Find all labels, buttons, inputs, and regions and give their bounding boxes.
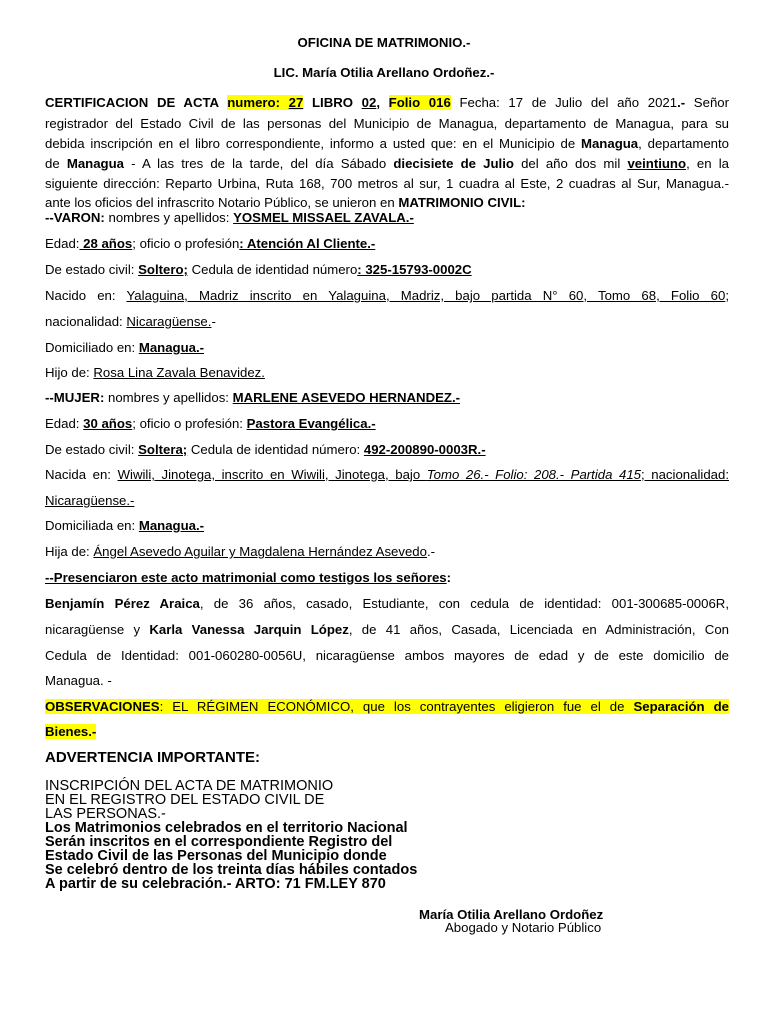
testigo-4: Managua. - <box>45 673 112 688</box>
edad-label: Edad: <box>45 416 84 431</box>
witness-1-name: Benjamín Pérez Araica <box>45 596 200 611</box>
signature-title: Abogado y Notario Público <box>445 920 602 935</box>
nac-label: ; nacionalidad: <box>641 467 729 482</box>
civil-label: De estado civil: <box>45 262 139 277</box>
cert-heading: CERTIFICACION DE ACTA <box>45 95 228 110</box>
mujer-birthplace: Wiwili, Jinotega, inscrito en Wiwili, Jinotega, bajo <box>117 467 427 482</box>
mujer-nationality: Nicaragüense.- <box>45 493 135 508</box>
advertencia-b1: Los Matrimonios celebrados en el territorio Nacional <box>45 820 408 836</box>
mujer-domicilio <box>45 518 729 534</box>
cert-text: , en la <box>686 156 729 171</box>
varon-nationality: Nicaragüense. <box>126 314 212 329</box>
nacida-label: Nacida en: <box>45 467 118 482</box>
cert-line-3 <box>45 136 729 152</box>
civil-label: De estado civil: <box>45 442 139 457</box>
mujer-nacionalidad <box>45 493 729 509</box>
cert-senor: Señor <box>685 95 729 110</box>
dom-label: Domiciliada en: <box>45 518 139 533</box>
departamento: Managua <box>66 156 124 171</box>
punct: - <box>211 314 216 329</box>
mujer-parents: Ángel Asevedo Aguilar y Magdalena Hernández Asevedo <box>93 544 427 559</box>
cert-text: - A las tres de la tarde, del día Sábado <box>123 156 394 171</box>
cert-text: de <box>45 156 67 171</box>
varon-hijo <box>45 365 729 381</box>
cedula-label: Cedula de identidad número <box>187 262 358 277</box>
varon-birthplace: Yalaguina, Madriz inscrito en Yalaguina, Madriz, bajo partida N° 60, Tomo 68, Folio 60 <box>126 288 726 303</box>
municipio: Managua <box>580 136 639 151</box>
oficio-label: ; oficio o profesión: <box>132 416 247 431</box>
observaciones-line-1 <box>45 699 729 715</box>
mujer-cedula: 492-200890-0003R.- <box>363 442 486 457</box>
varon-domicile: Managua.- <box>138 340 205 355</box>
varon-oficio: : Atención Al Cliente.- <box>239 236 376 251</box>
observaciones-label: OBSERVACIONES <box>45 699 160 714</box>
advertencia-p3: LAS PERSONAS.- <box>45 806 166 822</box>
cert-text: ante los oficios del infrascrito Notario Público, se unieron en <box>45 195 399 210</box>
wedding-day: diecisiete de Julio <box>393 156 514 171</box>
cert-line-6 <box>45 195 729 211</box>
testigo-2 <box>45 622 729 638</box>
advertencia-b3: Estado Civil de las Personas del Municipio donde <box>45 848 387 864</box>
cert-dash: .- <box>677 95 686 110</box>
advertencia-b2: Serán inscritos en el correspondiente Registro del <box>45 834 393 850</box>
observaciones-regime-end: Bienes.- <box>45 724 97 739</box>
libro-label: LIBRO <box>303 95 362 110</box>
mujer-label: --MUJER: <box>45 390 105 405</box>
advertencia-b5: A partir de su celebración.- ARTO: 71 FM.LEY 870 <box>45 876 386 892</box>
varon-civil <box>45 262 729 278</box>
mujer-oficio: Pastora Evangélica.- <box>246 416 376 431</box>
punct: .- <box>426 544 436 559</box>
comma: , <box>376 95 389 110</box>
mujer-nacida <box>45 467 729 483</box>
mujer-registry: Tomo 26.- Folio: 208.- Partida 415 <box>426 467 642 482</box>
edad-label: Edad: <box>45 236 80 251</box>
matrimonio-civil: MATRIMONIO CIVIL: <box>398 195 526 210</box>
advertencia-b4: Se celebró dentro de los treinta días hábiles contados <box>45 862 418 878</box>
cert-text: , departamento <box>638 136 730 151</box>
nac-label: nacionalidad: <box>45 314 127 329</box>
observaciones-line-2 <box>45 724 729 740</box>
cert-line-4 <box>45 156 729 172</box>
punct: : <box>446 570 452 585</box>
mujer-age: 30 años <box>83 416 133 431</box>
witness-1-details: , de 36 años, casado, Estudiante, con cedula de identidad: 001-300685-0006R, <box>199 596 729 611</box>
mujer-names <box>45 390 729 406</box>
mujer-name: MARLENE ASEVEDO HERNANDEZ.- <box>232 390 460 405</box>
observaciones-regime: Separación de <box>633 699 729 714</box>
mujer-names-label: nombres y apellidos: <box>104 390 233 405</box>
office-title: OFICINA DE MATRIMONIO.- <box>297 35 471 50</box>
cert-line-5: siguiente dirección: Reparto Urbina, Ruta 168, 700 metros al sur, 1 cuadra al Este, 2 cuadras al Sur, Managua.- <box>45 176 729 191</box>
nacido-label: Nacido en: <box>45 288 127 303</box>
folio-number: Folio 016 <box>388 95 451 110</box>
hija-label: Hija de: <box>45 544 94 559</box>
testigos-title: --Presenciaron este acto matrimonial como testigos los señores <box>45 570 447 585</box>
varon-cedula: : 325-15793-0002C <box>357 262 472 277</box>
varon-civil-status: Soltero; <box>138 262 188 277</box>
varon-names-label: nombres y apellidos: <box>104 210 234 225</box>
varon-names <box>45 210 729 226</box>
oficio-label: ; oficio o profesión <box>132 236 240 251</box>
varon-domicilio <box>45 340 729 356</box>
varon-age: 28 años <box>79 236 133 251</box>
advertencia-p1: INSCRIPCIÓN DEL ACTA DE MATRIMONIO <box>45 778 334 794</box>
advertencia-p2: EN EL REGISTRO DEL ESTADO CIVIL DE <box>45 792 325 808</box>
signature-name: María Otilia Arellano Ordoñez <box>419 907 604 922</box>
mujer-domicile: Managua.- <box>138 518 205 533</box>
advertencia-title: ADVERTENCIA IMPORTANTE: <box>45 749 260 766</box>
varon-nacido <box>45 288 729 304</box>
cert-date: Fecha: 17 de Julio del año 2021 <box>450 95 678 110</box>
dom-label: Domiciliado en: <box>45 340 139 355</box>
cert-text: del año dos mil <box>513 156 628 171</box>
acta-number-label: numero: <box>227 95 289 110</box>
cert-line-1 <box>45 95 729 111</box>
witness-text: nicaragüense y <box>45 622 150 637</box>
witness-2-name: Karla Vanessa Jarquin López <box>149 622 349 637</box>
mujer-edad <box>45 416 729 432</box>
varon-nacionalidad <box>45 314 729 330</box>
acta-number: 27 <box>288 95 304 110</box>
witness-2-details: , de 41 años, Casada, Licenciada en Administración, Con <box>348 622 729 637</box>
punct: ; <box>725 288 729 303</box>
varon-label: --VARON: <box>45 210 105 225</box>
testigo-3: Cedula de Identidad: 001-060280-0056U, nicaragüense ambos mayores de edad y de este domicilio de <box>45 648 729 663</box>
varon-edad <box>45 236 729 252</box>
mujer-hija <box>45 544 729 560</box>
varon-name: YOSMEL MISSAEL ZAVALA.- <box>233 210 414 225</box>
cert-text: debida inscripción en el libro correspondiente, informo a usted que: en el Municipio de <box>45 136 581 151</box>
cedula-label: Cedula de identidad número: <box>187 442 364 457</box>
cert-line-2: registrador del Estado Civil de las personas del Municipio de Managua, departamento de Managua, para su <box>45 116 729 131</box>
notary-title: LIC. María Otilia Arellano Ordoñez.- <box>273 65 495 80</box>
libro-number: 02 <box>361 95 377 110</box>
hijo-label: Hijo de: <box>45 365 94 380</box>
testigos-heading <box>45 570 729 586</box>
mujer-civil-status: Soltera; <box>138 442 188 457</box>
mujer-civil <box>45 442 729 458</box>
testigo-1 <box>45 596 729 612</box>
observaciones-text: : EL RÉGIMEN ECONÓMICO, que los contrayentes eligieron fue el de <box>159 699 634 714</box>
wedding-year: veintiuno <box>627 156 687 171</box>
varon-parent: Rosa Lina Zavala Benavidez. <box>93 365 265 380</box>
